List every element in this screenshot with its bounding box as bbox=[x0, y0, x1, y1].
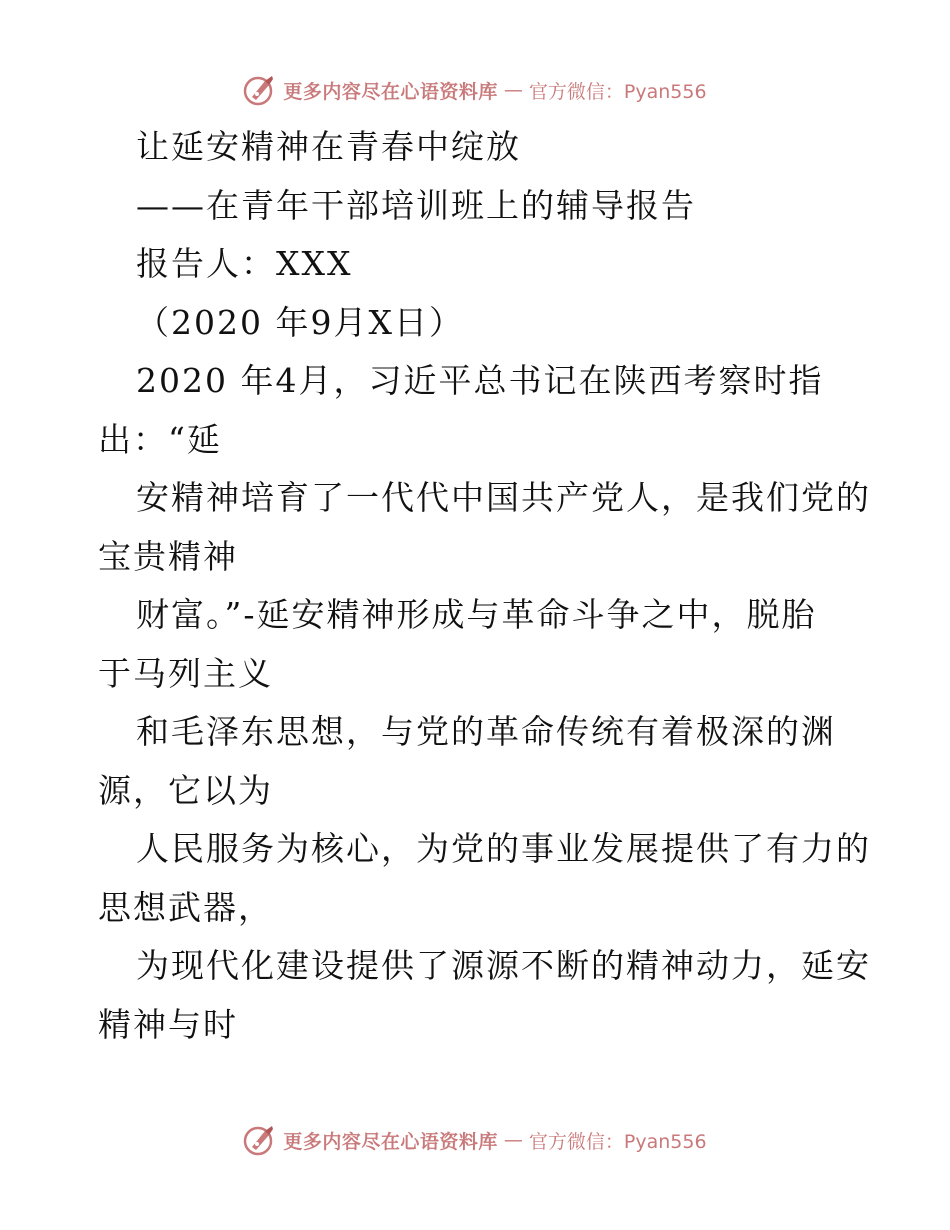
header-watermark bbox=[243, 73, 706, 107]
text-line: 宝贵精神 bbox=[98, 536, 238, 576]
text-line: 和毛泽东思想，与党的革命传统有着极深的渊 bbox=[136, 712, 836, 751]
pen-nib-logo-icon bbox=[243, 73, 277, 107]
document-subtitle: ——在青年干部培训班上的辅导报告 bbox=[136, 185, 696, 225]
document-title: 让延安精神在青春中绽放 bbox=[136, 127, 521, 166]
text-line: 思想武器， bbox=[98, 887, 273, 927]
watermark-text: 更多内容尽在心语资料库 bbox=[283, 80, 498, 103]
header-watermark-banner bbox=[0, 70, 950, 110]
footer-watermark-banner bbox=[0, 1120, 950, 1160]
pen-nib-logo-icon bbox=[243, 1123, 277, 1157]
watermark-separator: — bbox=[503, 1129, 523, 1151]
text-line: 为现代化建设提供了源源不断的精神动力，延安 bbox=[136, 946, 871, 985]
text-line: 精神与时 bbox=[98, 1004, 238, 1044]
text-line: 源，它以为 bbox=[98, 770, 273, 810]
text-line: 于马列主义 bbox=[98, 653, 273, 693]
watermark-text: 更多内容尽在心语资料库 bbox=[283, 1130, 498, 1153]
footer-watermark bbox=[243, 1123, 706, 1157]
text-line: 2020 年4月，习近平总书记在陕西考察时指 bbox=[136, 361, 824, 400]
text-line: （2020 年9月X日） bbox=[136, 302, 464, 342]
text-line: 人民服务为核心，为党的事业发展提供了有力的 bbox=[136, 829, 871, 868]
watermark-wechat: 官方微信：Pyan556 bbox=[528, 80, 707, 103]
watermark-wechat: 官方微信：Pyan556 bbox=[528, 1130, 707, 1153]
text-line: 财富。”-延安精神形成与革命斗争之中，脱胎 bbox=[136, 595, 817, 634]
document-body bbox=[98, 118, 871, 1054]
text-line: 安精神培育了一代代中国共产党人，是我们党的 bbox=[136, 478, 871, 517]
text-line: 出：“延 bbox=[98, 419, 222, 459]
watermark-separator: — bbox=[503, 79, 523, 101]
text-line: 报告人：XXX bbox=[136, 244, 353, 283]
